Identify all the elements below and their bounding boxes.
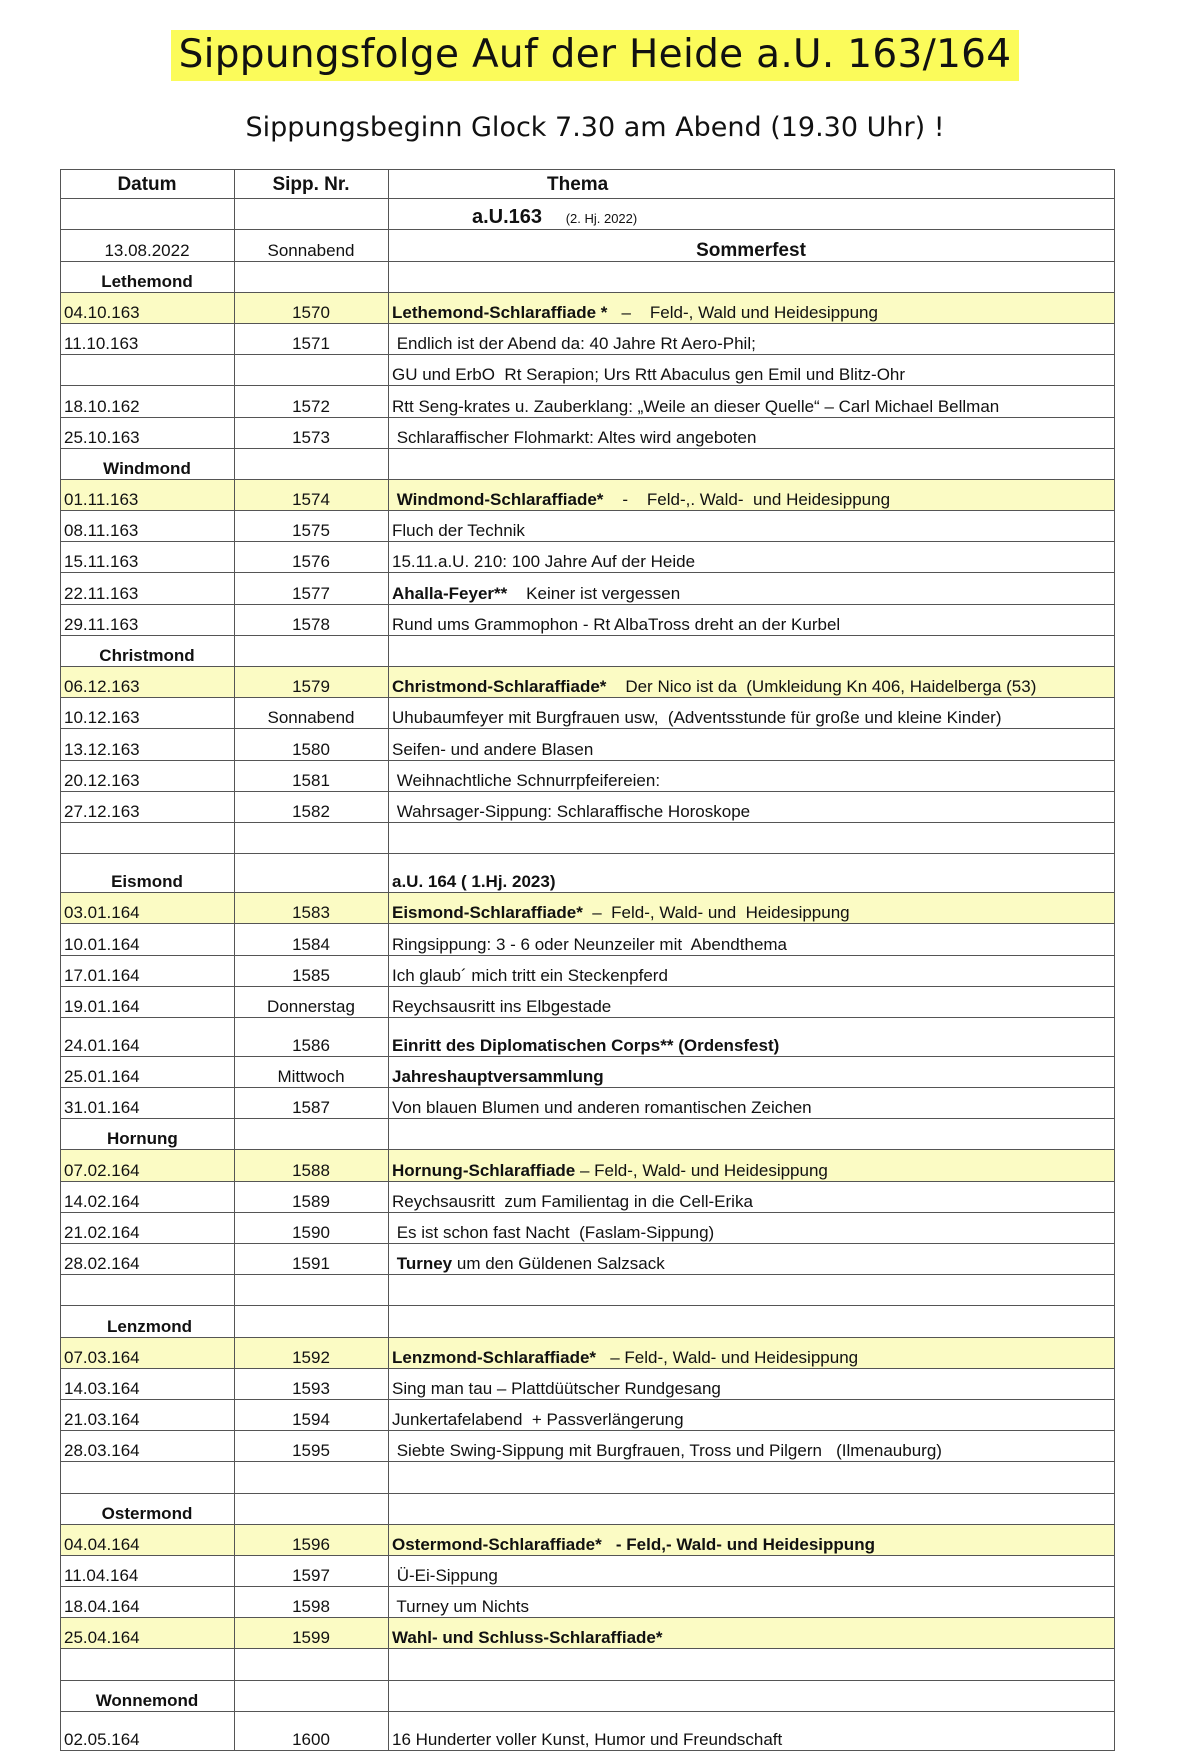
- table-row: 11.10.163 1571 Endlich ist der Abend da: 40 Jahre Rt Aero-Phil;: [61, 323, 1115, 354]
- table-row: 14.02.164 1589 Reychsausritt zum Familientag in die Cell-Erika: [61, 1181, 1115, 1212]
- table-row: 18.10.162 1572 Rtt Seng-krates u. Zauberklang: „Weile an dieser Quelle“ – Carl Michael Bellman: [61, 386, 1115, 417]
- month-row-hornung: Hornung: [61, 1119, 1115, 1150]
- empty-row: [61, 822, 1115, 853]
- empty-row: [61, 1462, 1115, 1493]
- table-row: GU und ErbO Rt Serapion; Urs Rtt Abaculus gen Emil und Blitz-Ohr: [61, 355, 1115, 386]
- table-row: 27.12.163 1582 Wahrsager-Sippung: Schlaraffische Horoskope: [61, 791, 1115, 822]
- month-row-christmond: Christmond: [61, 635, 1115, 666]
- page-subtitle: Sippungsbeginn Glock 7.30 am Abend (19.30 Uhr) !: [245, 112, 945, 143]
- table-row: 07.03.164 1592 Lenzmond-Schlaraffiade* – Feld-, Wald- und Heidesippung: [61, 1337, 1115, 1368]
- month-row-eismond: Eismond a.U. 164 ( 1.Hj. 2023): [61, 854, 1115, 893]
- table-row: 11.04.164 1597 Ü-Ei-Sippung: [61, 1555, 1115, 1586]
- table-row: 08.11.163 1575 Fluch der Technik: [61, 511, 1115, 542]
- table-row: 21.03.164 1594 Junkertafelabend + Passverlängerung: [61, 1399, 1115, 1430]
- table-row: 02.05.164 1600 16 Hunderter voller Kunst, Humor und Freundschaft: [61, 1711, 1115, 1750]
- empty-row: [61, 1275, 1115, 1306]
- table-row: 10.12.163 Sonnabend Uhubaumfeyer mit Burgfrauen usw, (Adventsstunde für große und kleine Kinder): [61, 698, 1115, 729]
- header-sipp: Sipp. Nr.: [235, 170, 389, 199]
- table-row: 29.11.163 1578 Rund ums Grammophon - Rt AlbaTross dreht an der Kurbel: [61, 604, 1115, 635]
- table-row: 31.01.164 1587 Von blauen Blumen und anderen romantischen Zeichen: [61, 1088, 1115, 1119]
- month-row-lethemond: Lethemond: [61, 261, 1115, 292]
- table-row: 25.10.163 1573 Schlaraffischer Flohmarkt: Altes wird angeboten: [61, 417, 1115, 448]
- table-row: 17.01.164 1585 Ich glaub´ mich tritt ein Steckenpferd: [61, 955, 1115, 986]
- table-row: 04.04.164 1596 Ostermond-Schlaraffiade* - Feld,- Wald- und Heidesippung: [61, 1524, 1115, 1555]
- month-row-ostermond: Ostermond: [61, 1493, 1115, 1524]
- year-164-label: a.U. 164 ( 1.Hj. 2023): [389, 854, 1115, 893]
- month-row-wonnemond: Wonnemond: [61, 1680, 1115, 1711]
- table-row: 14.03.164 1593 Sing man tau – Plattdüütscher Rundgesang: [61, 1368, 1115, 1399]
- title-wrap: [0, 30, 1190, 81]
- table-row: 19.01.164 Donnerstag Reychsausritt ins Elbgestade: [61, 986, 1115, 1017]
- table-row: 25.01.164 Mittwoch Jahreshauptversammlung: [61, 1056, 1115, 1087]
- page-title: Sippungsfolge Auf der Heide a.U. 163/164: [171, 30, 1020, 81]
- table-row: 04.10.163 1570 Lethemond-Schlaraffiade * – Feld-, Wald und Heidesippung: [61, 292, 1115, 323]
- empty-row: [61, 1649, 1115, 1680]
- table-row: 01.11.163 1574 Windmond-Schlaraffiade* - Feld-,. Wald- und Heidesippung: [61, 479, 1115, 510]
- month-row-windmond: Windmond: [61, 448, 1115, 479]
- table-header-row: [61, 170, 1115, 199]
- month-row-lenzmond: Lenzmond: [61, 1306, 1115, 1337]
- table-row: 03.01.164 1583 Eismond-Schlaraffiade* – Feld-, Wald- und Heidesippung: [61, 893, 1115, 924]
- table-row: 13.12.163 1580 Seifen- und andere Blasen: [61, 729, 1115, 760]
- table-row: 06.12.163 1579 Christmond-Schlaraffiade* Der Nico ist da (Umkleidung Kn 406, Haidelberga (53): [61, 667, 1115, 698]
- schedule-table: [60, 169, 1115, 1751]
- table-row: 10.01.164 1584 Ringsippung: 3 - 6 oder Neunzeiler mit Abendthema: [61, 924, 1115, 955]
- year-163-cell: [389, 199, 1115, 230]
- table-row: 21.02.164 1590 Es ist schon fast Nacht (Faslam-Sippung): [61, 1212, 1115, 1243]
- table-row: 28.03.164 1595 Siebte Swing-Sippung mit Burgfrauen, Tross und Pilgern (Ilmenauburg): [61, 1431, 1115, 1462]
- table-row: 28.02.164 1591 Turney um den Güldenen Salzsack: [61, 1244, 1115, 1275]
- header-datum: Datum: [61, 170, 235, 199]
- header-thema: Thema: [389, 170, 1115, 199]
- table-row: 24.01.164 1586 Einritt des Diplomatischen Corps** (Ordensfest): [61, 1017, 1115, 1056]
- year-163-note: (2. Hj. 2022): [565, 211, 638, 227]
- year-row: [61, 199, 1115, 230]
- table-row: 07.02.164 1588 Hornung-Schlaraffiade – Feld-, Wald- und Heidesippung: [61, 1150, 1115, 1181]
- table-row: 18.04.164 1598 Turney um Nichts: [61, 1587, 1115, 1618]
- table-row: 13.08.2022 Sonnabend Sommerfest: [61, 230, 1115, 261]
- table-row: 15.11.163 1576 15.11.a.U. 210: 100 Jahre Auf der Heide: [61, 542, 1115, 573]
- table-row: 20.12.163 1581 Weihnachtliche Schnurrpfeifereien:: [61, 760, 1115, 791]
- table-row: 25.04.164 1599 Wahl- und Schluss-Schlaraffiade*: [61, 1618, 1115, 1649]
- table-row: 22.11.163 1577 Ahalla-Feyer** Keiner ist vergessen: [61, 573, 1115, 604]
- year-163-label: a.U.163: [472, 206, 543, 229]
